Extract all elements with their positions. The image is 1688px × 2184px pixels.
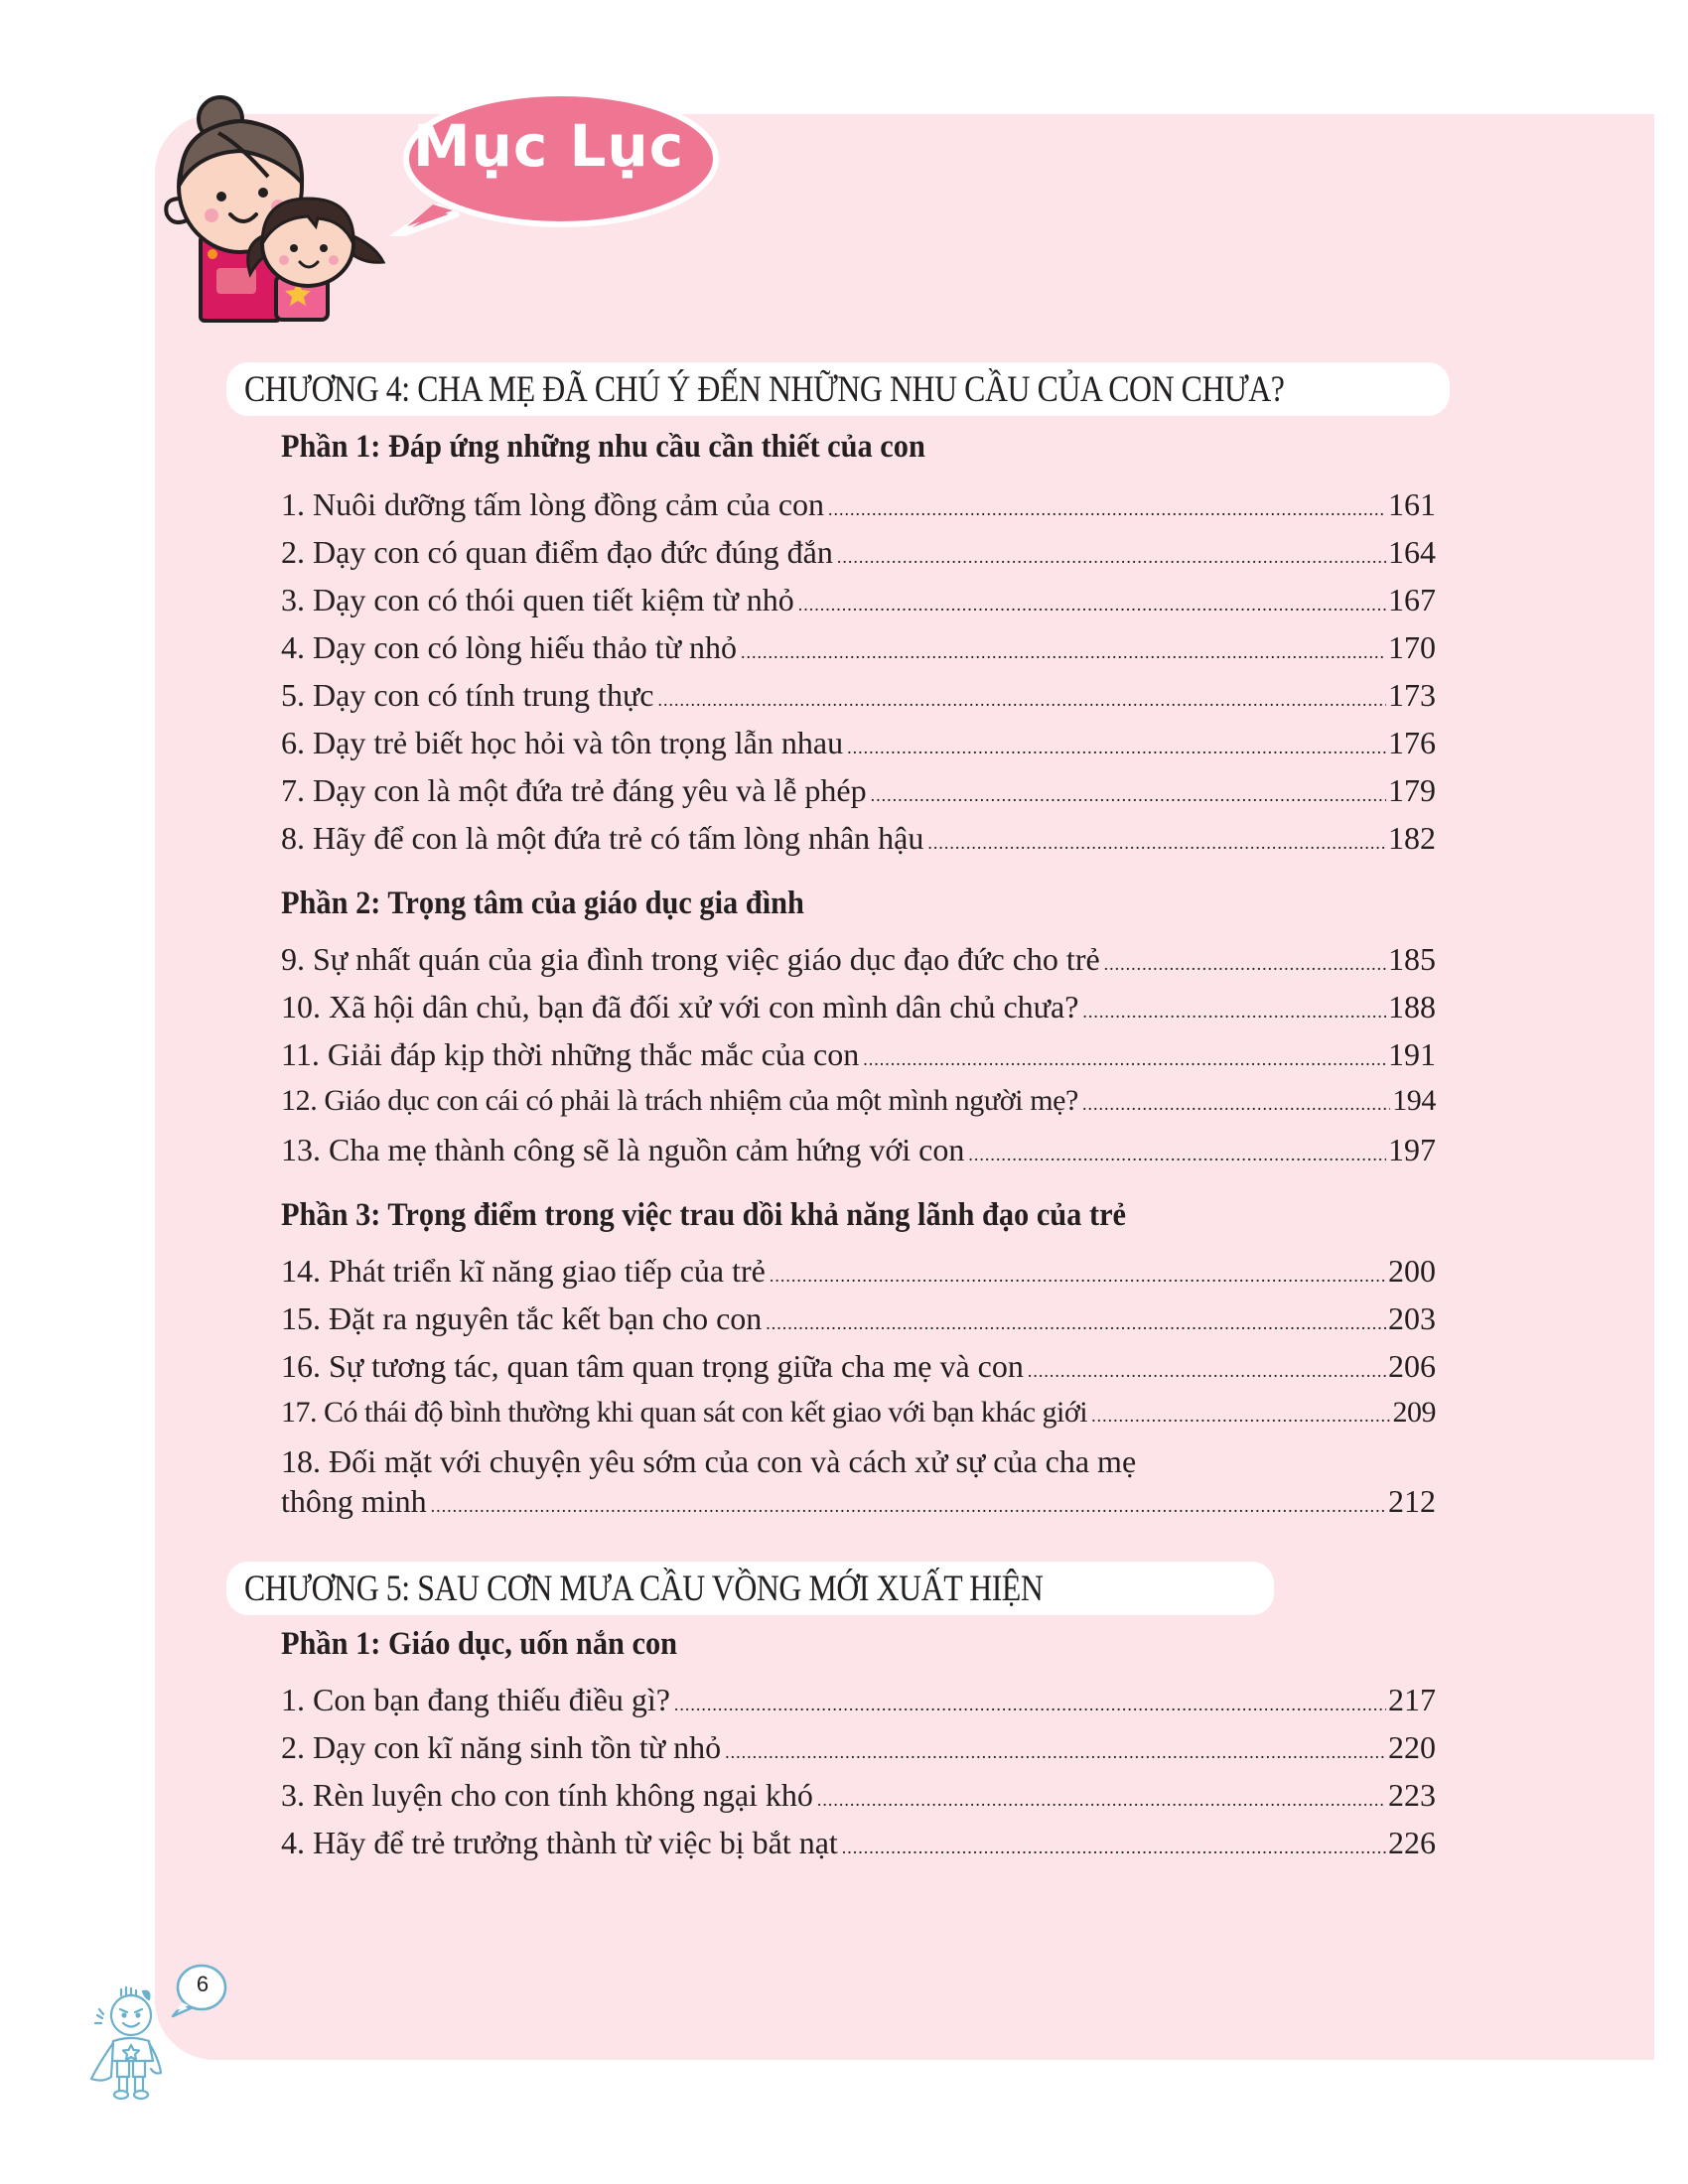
toc-entry-label: 4. Hãy để trẻ trưởng thành từ việc bị bắt nạt [281,1825,838,1860]
toc-entry[interactable] [281,1777,1436,1817]
toc-page-number: 223 [1388,1777,1436,1813]
toc-entry-label: 13. Cha mẹ thành công sẽ là nguồn cảm hứng với con [281,1132,965,1167]
toc-entry[interactable] [281,1729,1436,1769]
toc-entry-label: 18. Đối mặt với chuyện yêu sớm của con và cách xử sự của cha mẹ [281,1443,1137,1479]
chapter-heading [226,1562,1274,1615]
toc-entry-label: 1. Con bạn đang thiếu điều gì? [281,1682,670,1717]
toc-page-number: 220 [1388,1729,1436,1765]
dot-leader [674,1695,1386,1715]
toc-page-number: 164 [1388,534,1436,570]
dot-leader [863,1049,1386,1070]
toc-entry[interactable] [281,1084,1436,1124]
toc-entry-label: 16. Sự tương tác, quan tâm quan trọng giữa cha mẹ và con [281,1348,1024,1384]
dot-leader [657,690,1386,711]
toc-entry[interactable] [281,941,1436,981]
toc-entry[interactable] [281,1443,1436,1523]
toc-entry-label: 8. Hãy để con là một đứa trẻ có tấm lòng nhân hậu [281,820,924,856]
toc-entry[interactable] [281,486,1436,526]
toc-entry[interactable] [281,1300,1436,1340]
toc-page-number: 206 [1388,1348,1436,1384]
toc-entry-label: 2. Dạy con kĩ năng sinh tồn từ nhỏ [281,1729,722,1765]
toc-page-number: 167 [1388,582,1436,617]
toc-entry-label: 3. Dạy con có thói quen tiết kiệm từ nhỏ [281,582,794,617]
toc-entry[interactable] [281,1036,1436,1076]
chapter-title: CHƯƠNG 4: CHA MẸ ĐÃ CHÚ Ý ĐẾN NHỮNG NHU CẦU CỦA CON CHƯA? [244,368,1285,410]
dot-leader [871,785,1386,806]
dot-leader [1104,954,1386,975]
section-heading: Phần 1: Giáo dục, uốn nắn con [281,1626,678,1662]
toc-entry[interactable] [281,1682,1436,1721]
toc-entry[interactable] [281,534,1436,574]
toc-entry[interactable] [281,677,1436,717]
dot-leader [1091,1406,1390,1427]
dot-leader [817,1790,1386,1811]
dot-leader [828,499,1386,520]
section-heading: Phần 1: Đáp ứng những nhu cầu cần thiết của con [281,429,925,465]
dot-leader [1028,1361,1386,1382]
toc-page-number: 182 [1388,820,1436,856]
toc-entry[interactable] [281,629,1436,669]
toc-entry-label: 7. Dạy con là một đứa trẻ đáng yêu và lễ phép [281,772,867,808]
toc-page-number: 188 [1388,989,1436,1024]
toc-entry-label: 11. Giải đáp kịp thời những thắc mắc của con [281,1036,860,1072]
toc-entry-label: 3. Rèn luyện cho con tính không ngại khó [281,1777,813,1813]
toc-page-number: 200 [1388,1253,1436,1289]
toc-page-number: 209 [1392,1396,1436,1429]
toc-entry-label: 6. Dạy trẻ biết học hỏi và tôn trọng lẫn nhau [281,725,844,760]
toc-entry-label: 17. Có thái độ bình thường khi quan sát con kết giao với bạn khác giới [281,1396,1088,1429]
toc-entry-label: 4. Dạy con có lòng hiếu thảo từ nhỏ [281,629,738,665]
chapter-heading [226,362,1450,416]
page-number: 6 [196,1972,210,1996]
toc-entry[interactable] [281,582,1436,621]
dot-leader [741,642,1386,663]
toc-entry-label: 12. Giáo dục con cái có phải là trách nhiệm của một mình người mẹ? [281,1084,1078,1117]
toc-entry[interactable] [281,772,1436,812]
toc-entry[interactable] [281,1132,1436,1171]
toc-entry-label-continued: thông minh [281,1483,427,1519]
toc-page-number: 161 [1388,486,1436,522]
dot-leader [837,547,1386,568]
dot-leader [1082,1002,1386,1023]
dot-leader [766,1313,1386,1334]
toc-entry-label: 1. Nuôi dưỡng tấm lòng đồng cảm của con [281,486,825,522]
toc-page-number: 217 [1388,1682,1436,1717]
dot-leader [431,1496,1386,1517]
superhero-boy-icon [87,1985,177,2105]
toc-page-number: 212 [1388,1483,1436,1519]
dot-leader [770,1266,1386,1287]
toc-entry[interactable] [281,1825,1436,1864]
toc-entry-label: 9. Sự nhất quán của gia đình trong việc giáo dục đạo đức cho trẻ [281,941,1100,977]
toc-page-number: 176 [1388,725,1436,760]
dot-leader [1082,1094,1390,1115]
section-heading: Phần 2: Trọng tâm của giáo dục gia đình [281,886,804,921]
toc-page-number: 179 [1388,772,1436,808]
dot-leader [842,1838,1386,1858]
toc-page-number: 173 [1388,677,1436,713]
toc-entry-label: 14. Phát triển kĩ năng giao tiếp của trẻ [281,1253,766,1289]
toc-page-number: 185 [1388,941,1436,977]
dot-leader [968,1145,1386,1165]
toc-page-number: 194 [1392,1084,1436,1117]
toc-entry[interactable] [281,1253,1436,1293]
dot-leader [927,833,1386,854]
toc-entry-label: 2. Dạy con có quan điểm đạo đức đúng đắn [281,534,833,570]
toc-entry-label: 10. Xã hội dân chủ, bạn đã đối xử với con mình dân chủ chưa? [281,989,1079,1024]
toc-entry[interactable] [281,820,1436,860]
toc-page-number: 197 [1388,1132,1436,1167]
toc-entry[interactable] [281,725,1436,764]
toc-page-number: 191 [1388,1036,1436,1072]
section-heading: Phần 3: Trọng điểm trong việc trau dồi khả năng lãnh đạo của trẻ [281,1197,1127,1233]
page-title: Mục Lục [412,112,685,180]
toc-page-number: 203 [1388,1300,1436,1336]
chapter-title: CHƯƠNG 5: SAU CƠN MƯA CẦU VỒNG MỚI XUẤT HIỆN [244,1568,1044,1609]
toc-page-number: 226 [1388,1825,1436,1860]
dot-leader [725,1742,1386,1763]
toc-entry-label: 5. Dạy con có tính trung thực [281,677,654,713]
toc-page-number: 170 [1388,629,1436,665]
toc-entry[interactable] [281,1396,1436,1435]
dot-leader [847,738,1386,758]
toc-entry-label: 15. Đặt ra nguyên tắc kết bạn cho con [281,1300,763,1336]
toc-entry[interactable] [281,1348,1436,1388]
toc-entry[interactable] [281,989,1436,1028]
dot-leader [798,595,1386,615]
